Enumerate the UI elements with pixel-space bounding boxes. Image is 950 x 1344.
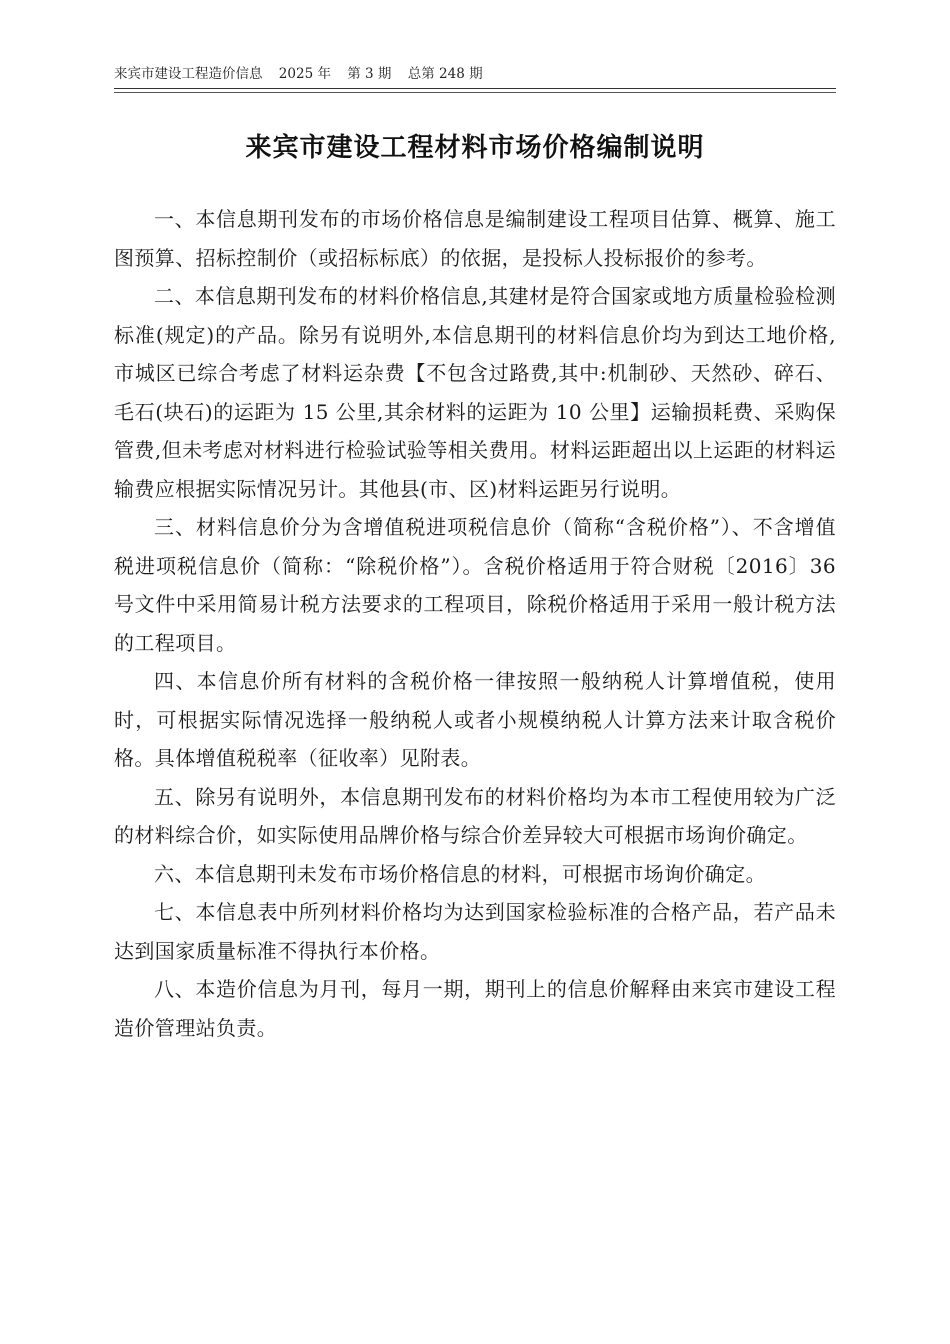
paragraph-7: 七、本信息表中所列材料价格均为达到国家检验标准的合格产品，若产品未达到国家质量标准不得执行本价格。 [114,900,836,963]
header-rule-thick [114,88,836,89]
document-title: 来宾市建设工程材料市场价格编制说明 [245,133,705,163]
header-year: 2025 年 [278,66,331,82]
paragraph-6: 六、本信息期刊未发布市场价格信息的材料，可根据市场询价确定。 [154,861,766,886]
paragraph-2: 二、本信息期刊发布的材料价格信息,其建材是符合国家或地方质量检验检测标准(规定)的产品。除另有说明外,本信息期刊的材料信息价均为到达工地价格,市城区已综合考虑了材料运杂费【不包含过路费,其中:机制砂、天然砂、碎石、毛石(块石)的运距为 15 公里,其余材料的运距为 10 公里】运输损耗费、采购保管费,但未考虑对材料进行检验试验等相关费用。材料运距超出以上运距的材料运输费应根据实际情况另计。其他县(市、区)材料运距另行说明。 [114,284,836,501]
paragraph-3: 三、材料信息价分为含增值税进项税信息价（简称“含税价格”）、不含增值税进项税信息价（简称：“除税价格”）。含税价格适用于符合财税〔2016〕36 号文件中采用简易计税方法要求的工程项目，除税价格适用于采用一般计税方法的工程项目。 [114,515,836,655]
paragraph-4: 四、本信息价所有材料的含税价格一律按照一般纳税人计算增值税，使用时，可根据实际情况选择一般纳税人或者小规模纳税人计算方法来计取含税价格。具体增值税税率（征收率）见附表。 [114,669,836,770]
header-rule-thin [114,92,836,93]
header-publication: 来宾市建设工程造价信息 [114,66,263,82]
header-total-issue: 总第 248 期 [407,66,483,82]
running-header [114,64,836,84]
paragraph-1: 一、本信息期刊发布的市场价格信息是编制建设工程项目估算、概算、施工图预算、招标控制价（或招标标底）的依据，是投标人投标报价的参考。 [114,207,836,270]
header-issue: 第 3 期 [347,66,392,82]
body-text [114,200,836,1047]
paragraph-8: 八、本造价信息为月刊，每月一期，期刊上的信息价解释由来宾市建设工程造价管理站负责。 [114,977,836,1040]
paragraph-5: 五、除另有说明外，本信息期刊发布的材料价格均为本市工程使用较为广泛的材料综合价，如实际使用品牌价格与综合价差异较大可根据市场询价确定。 [114,784,836,847]
